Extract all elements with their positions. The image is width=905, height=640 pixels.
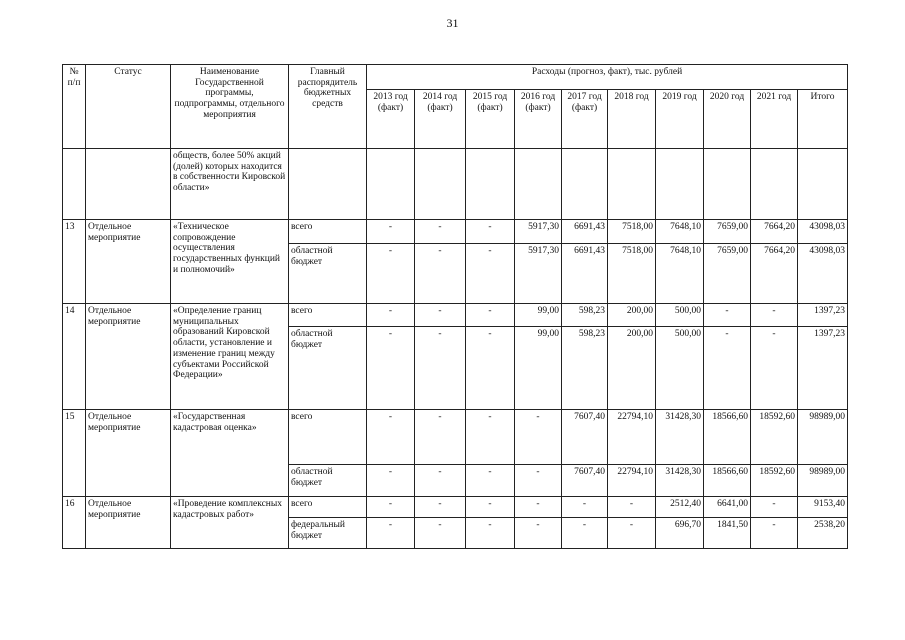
header-year: 2021 год: [751, 90, 798, 149]
row-name: «Техническое сопровождение осуществления государственных функций и полномочий»: [171, 220, 289, 304]
value-cell: -: [515, 410, 562, 465]
value-cell: 31428,30: [656, 410, 704, 465]
row-source: всего: [289, 304, 367, 327]
continuation-row: [63, 149, 848, 220]
row-source: всего: [289, 410, 367, 465]
value-cell: 500,00: [656, 304, 704, 327]
value-cell: -: [367, 304, 415, 327]
continuation-text: обществ, более 50% акций (долей) которых находится в собственности Кировской области»: [171, 149, 289, 220]
budget-table: [62, 64, 848, 549]
value-cell: -: [704, 304, 751, 327]
row-source: областной бюджет: [289, 465, 367, 497]
table-row: [63, 304, 848, 327]
value-cell: 6691,43: [562, 244, 608, 304]
value-cell: -: [466, 410, 515, 465]
value-cell: -: [367, 244, 415, 304]
value-cell: 7648,10: [656, 220, 704, 244]
row-source: федеральный бюджет: [289, 518, 367, 549]
header-total: Итого: [798, 90, 848, 149]
row-source: областной бюджет: [289, 327, 367, 410]
header-year: 2016 год (факт): [515, 90, 562, 149]
value-cell: 1841,50: [704, 518, 751, 549]
value-cell: -: [608, 497, 656, 518]
total-cell: 43098,03: [798, 244, 848, 304]
value-cell: 200,00: [608, 327, 656, 410]
header-year: 2018 год: [608, 90, 656, 149]
value-cell: -: [751, 518, 798, 549]
value-cell: -: [367, 497, 415, 518]
value-cell: 7664,20: [751, 220, 798, 244]
value-cell: -: [466, 497, 515, 518]
header-year: 2014 год (факт): [415, 90, 466, 149]
value-cell: -: [466, 518, 515, 549]
value-cell: 22794,10: [608, 410, 656, 465]
header-expenses: Расходы (прогноз, факт), тыс. рублей: [367, 65, 848, 90]
value-cell: 7659,00: [704, 220, 751, 244]
header-admin: Главный распорядитель бюджетных средств: [289, 65, 367, 149]
value-cell: -: [515, 518, 562, 549]
value-cell: -: [367, 327, 415, 410]
value-cell: -: [415, 327, 466, 410]
header-name: Наименование Государственной программы, подпрограммы, отдельного мероприятия: [171, 65, 289, 149]
value-cell: -: [466, 304, 515, 327]
value-cell: 6641,00: [704, 497, 751, 518]
row-name: «Определение границ муниципальных образований Кировской области, установление и изменение границ между субъектами Российской Федерации»: [171, 304, 289, 410]
total-cell: 1397,23: [798, 304, 848, 327]
value-cell: -: [562, 518, 608, 549]
row-status: Отдельное мероприятие: [86, 410, 171, 497]
value-cell: -: [515, 465, 562, 497]
row-source: всего: [289, 497, 367, 518]
value-cell: 696,70: [656, 518, 704, 549]
value-cell: -: [608, 518, 656, 549]
value-cell: 598,23: [562, 327, 608, 410]
table-row: [63, 497, 848, 518]
row-number: 16: [63, 497, 86, 549]
value-cell: -: [415, 220, 466, 244]
value-cell: 7664,20: [751, 244, 798, 304]
table-row: [63, 220, 848, 244]
value-cell: -: [466, 244, 515, 304]
value-cell: 500,00: [656, 327, 704, 410]
header-status: Статус: [86, 65, 171, 149]
value-cell: 7607,40: [562, 465, 608, 497]
value-cell: 18592,60: [751, 465, 798, 497]
row-status: Отдельное мероприятие: [86, 220, 171, 304]
value-cell: 2512,40: [656, 497, 704, 518]
row-status: Отдельное мероприятие: [86, 304, 171, 410]
value-cell: -: [466, 327, 515, 410]
value-cell: -: [751, 327, 798, 410]
total-cell: 98989,00: [798, 410, 848, 465]
value-cell: 99,00: [515, 304, 562, 327]
value-cell: -: [415, 304, 466, 327]
total-cell: 43098,03: [798, 220, 848, 244]
total-cell: 2538,20: [798, 518, 848, 549]
row-source: всего: [289, 220, 367, 244]
row-name: «Государственная кадастровая оценка»: [171, 410, 289, 497]
value-cell: -: [367, 220, 415, 244]
header-year: 2017 год (факт): [562, 90, 608, 149]
value-cell: -: [367, 518, 415, 549]
row-status: Отдельное мероприятие: [86, 497, 171, 549]
value-cell: -: [367, 410, 415, 465]
value-cell: -: [466, 465, 515, 497]
value-cell: 7648,10: [656, 244, 704, 304]
header-num: № п/п: [63, 65, 86, 149]
value-cell: -: [415, 465, 466, 497]
value-cell: 18566,60: [704, 410, 751, 465]
value-cell: -: [751, 304, 798, 327]
value-cell: -: [704, 327, 751, 410]
total-cell: 9153,40: [798, 497, 848, 518]
value-cell: 7607,40: [562, 410, 608, 465]
value-cell: 31428,30: [656, 465, 704, 497]
value-cell: 200,00: [608, 304, 656, 327]
value-cell: 7659,00: [704, 244, 751, 304]
value-cell: 18592,60: [751, 410, 798, 465]
header-year: 2020 год: [704, 90, 751, 149]
value-cell: 7518,00: [608, 244, 656, 304]
value-cell: -: [415, 497, 466, 518]
value-cell: 6691,43: [562, 220, 608, 244]
row-name: «Проведение комплексных кадастровых работ»: [171, 497, 289, 549]
page-number: 31: [446, 16, 459, 30]
header-year: 2013 год (факт): [367, 90, 415, 149]
value-cell: -: [515, 497, 562, 518]
value-cell: 7518,00: [608, 220, 656, 244]
value-cell: -: [466, 220, 515, 244]
row-source: областной бюджет: [289, 244, 367, 304]
value-cell: 22794,10: [608, 465, 656, 497]
header-year: 2015 год (факт): [466, 90, 515, 149]
value-cell: 5917,30: [515, 220, 562, 244]
value-cell: -: [415, 244, 466, 304]
value-cell: 18566,60: [704, 465, 751, 497]
table-row: [63, 410, 848, 465]
value-cell: 5917,30: [515, 244, 562, 304]
value-cell: -: [562, 497, 608, 518]
row-number: 13: [63, 220, 86, 304]
value-cell: -: [367, 465, 415, 497]
row-number: 15: [63, 410, 86, 497]
value-cell: -: [415, 410, 466, 465]
value-cell: 99,00: [515, 327, 562, 410]
row-number: 14: [63, 304, 86, 410]
header-year: 2019 год: [656, 90, 704, 149]
total-cell: 1397,23: [798, 327, 848, 410]
value-cell: 598,23: [562, 304, 608, 327]
value-cell: -: [415, 518, 466, 549]
total-cell: 98989,00: [798, 465, 848, 497]
value-cell: -: [751, 497, 798, 518]
